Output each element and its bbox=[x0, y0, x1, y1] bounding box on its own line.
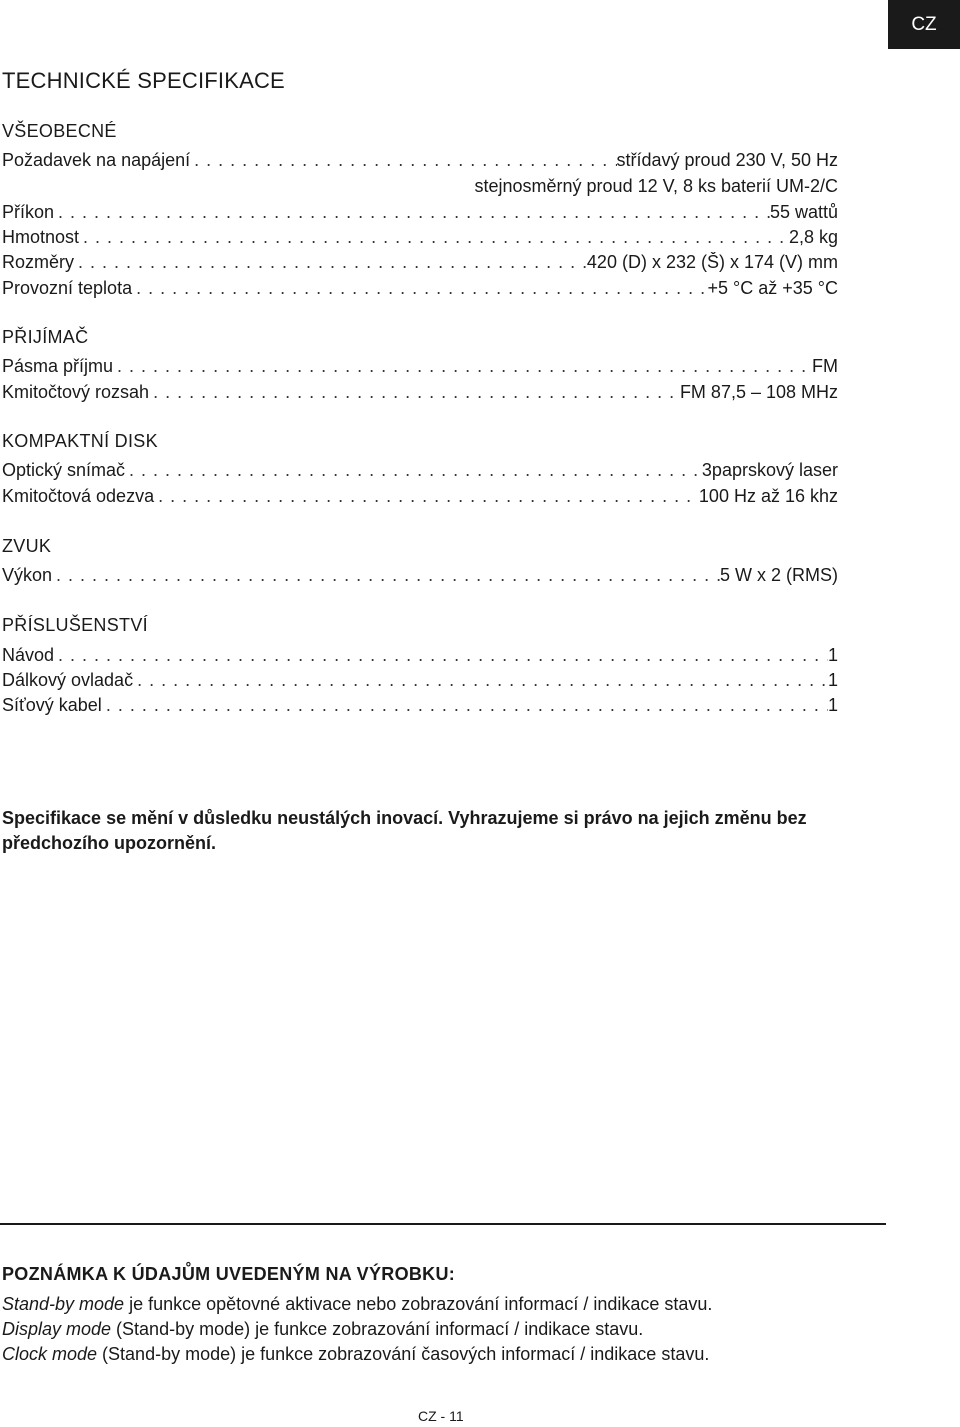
dot-leader bbox=[54, 645, 828, 666]
page-number: CZ - 11 bbox=[418, 1408, 464, 1424]
language-tab: CZ bbox=[888, 0, 960, 49]
spec-value-continuation: stejnosměrný proud 12 V, 8 ks baterií UM-2/C bbox=[474, 176, 838, 196]
spec-label: Kmitočtový rozsah bbox=[2, 382, 150, 402]
dot-leader bbox=[113, 356, 812, 377]
dot-leader bbox=[102, 695, 828, 716]
spec-row-frequency-range bbox=[2, 382, 838, 407]
spec-value: 1 bbox=[827, 670, 838, 690]
dot-leader bbox=[149, 382, 680, 403]
dot-leader bbox=[79, 227, 789, 248]
dot-leader bbox=[125, 460, 702, 481]
spec-value: FM 87,5 – 108 MHz bbox=[679, 382, 838, 402]
section-title-accessories: PŘÍSLUŠENSTVÍ bbox=[2, 615, 148, 635]
spec-value: 5 W x 2 (RMS) bbox=[719, 565, 838, 585]
note-title: POZNÁMKA K ÚDAJŮM UVEDENÝM NA VÝROBKU: bbox=[2, 1264, 456, 1284]
spec-row-frequency-response bbox=[2, 486, 838, 511]
dot-leader bbox=[52, 565, 720, 586]
spec-value: 55 wattů bbox=[769, 202, 838, 222]
spec-row-manual bbox=[2, 645, 838, 670]
spec-row-bands bbox=[2, 356, 838, 381]
dot-leader bbox=[74, 252, 587, 273]
note-line-standby bbox=[2, 1294, 712, 1315]
specification-notice: Specifikace se mění v důsledku neustálých inovací. Vyhrazujeme si právo na jejich změnu bez předchozího upozornění. bbox=[2, 808, 807, 853]
spec-label: Provozní teplota bbox=[2, 278, 133, 298]
dot-leader bbox=[133, 670, 828, 691]
spec-row-temperature bbox=[2, 278, 838, 303]
page-title: TECHNICKÉ SPECIFIKACE bbox=[2, 68, 285, 93]
note-term: Display mode bbox=[2, 1319, 112, 1339]
spec-label: Příkon bbox=[2, 202, 55, 222]
spec-label: Optický snímač bbox=[2, 460, 126, 480]
spec-label: Požadavek na napájení bbox=[2, 150, 191, 170]
spec-value: +5 °C až +35 °C bbox=[707, 278, 838, 298]
section-title-general: VŠEOBECNÉ bbox=[2, 121, 117, 141]
spec-row-remote-control bbox=[2, 670, 838, 695]
dot-leader bbox=[154, 486, 699, 507]
spec-value: střídavý proud 230 V, 50 Hz bbox=[616, 150, 838, 170]
spec-row-optical-pickup bbox=[2, 460, 838, 485]
spec-label: Výkon bbox=[2, 565, 53, 585]
spec-label: Návod bbox=[2, 645, 55, 665]
spec-value: 1 bbox=[827, 645, 838, 665]
spec-value: 100 Hz až 16 khz bbox=[698, 486, 838, 506]
note-text: (Stand-by mode) je funkce zobrazování časových informací / indikace stavu. bbox=[97, 1344, 710, 1364]
spec-label: Hmotnost bbox=[2, 227, 80, 247]
note-term: Stand-by mode bbox=[2, 1294, 125, 1314]
spec-row-consumption bbox=[2, 202, 838, 227]
note-text: je funkce opětovné aktivace nebo zobrazování informací / indikace stavu. bbox=[124, 1294, 713, 1314]
spec-value: 2,8 kg bbox=[788, 227, 838, 247]
spec-label: Rozměry bbox=[2, 252, 75, 272]
dot-leader bbox=[54, 202, 770, 223]
spec-row-output-power bbox=[2, 565, 838, 590]
spec-value: FM bbox=[812, 356, 838, 376]
section-title-sound: ZVUK bbox=[2, 536, 52, 556]
spec-row-power-supply bbox=[2, 150, 838, 175]
note-line-display bbox=[2, 1319, 643, 1340]
note-term: Clock mode bbox=[2, 1344, 98, 1364]
spec-label: Dálkový ovladač bbox=[2, 670, 134, 690]
spec-row-dimensions bbox=[2, 252, 838, 277]
spec-value: 420 (D) x 232 (Š) x 174 (V) mm bbox=[586, 252, 838, 272]
spec-value: 1 bbox=[827, 695, 838, 715]
spec-label: Síťový kabel bbox=[2, 695, 102, 715]
divider bbox=[0, 1223, 886, 1225]
section-title-compact-disc: KOMPAKTNÍ DISK bbox=[2, 431, 158, 451]
note-text: (Stand-by mode) je funkce zobrazování informací / indikace stavu. bbox=[111, 1319, 644, 1339]
spec-row-power-cable bbox=[2, 695, 838, 720]
dot-leader bbox=[190, 150, 616, 171]
spec-label: Pásma příjmu bbox=[2, 356, 114, 376]
spec-row-weight bbox=[2, 227, 838, 252]
dot-leader bbox=[132, 278, 707, 299]
spec-label: Kmitočtová odezva bbox=[2, 486, 155, 506]
section-title-receiver: PŘIJÍMAČ bbox=[2, 327, 89, 347]
note-line-clock bbox=[2, 1344, 709, 1365]
spec-value: 3paprskový laser bbox=[701, 460, 838, 480]
